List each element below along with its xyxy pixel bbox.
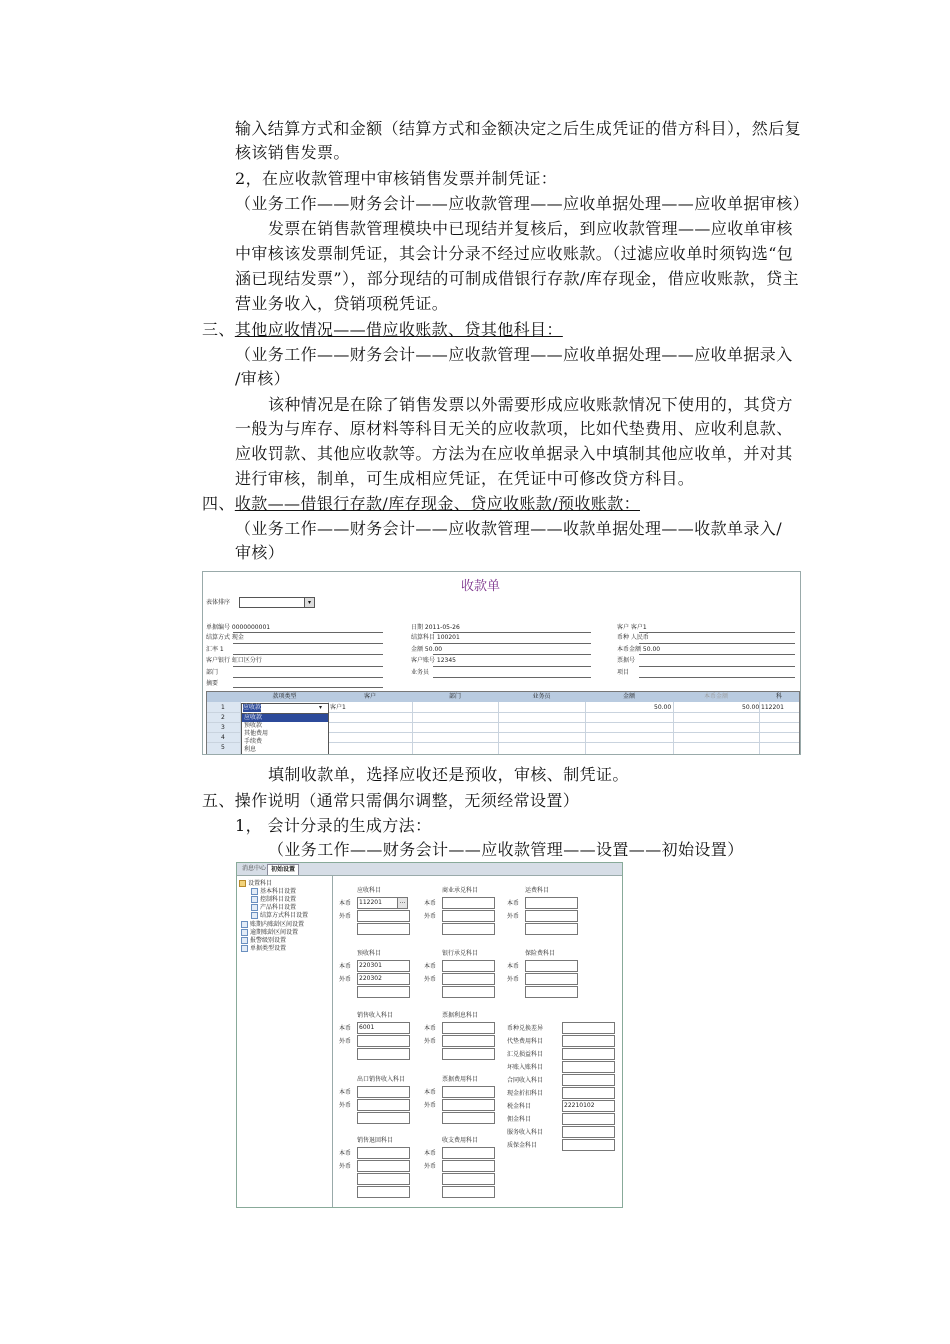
paragraph-line: 应收罚款、其他应收款等。方法为在应收单据录入中填制其他应收单，并对其 (235, 444, 793, 463)
account-input[interactable] (442, 923, 495, 935)
tab-initial-settings[interactable]: 初始设置 (267, 864, 299, 875)
field-label: 本币 (339, 1025, 352, 1032)
folder-icon (239, 880, 246, 887)
step-heading: 2，在应收款管理中审核销售发票并制凭证： (235, 169, 558, 188)
group-title: 出口销售收入科目 (357, 1076, 406, 1083)
group-title: 销售收入科目 (357, 1012, 394, 1019)
group-title: 应收科目 (357, 887, 382, 894)
field-label: 本币 (424, 963, 437, 970)
account-input[interactable] (562, 1139, 615, 1151)
section-heading-5: 五、操作说明（通常只需偶尔调整，无须经常设置） (202, 791, 580, 810)
sort-select[interactable] (239, 597, 315, 608)
document-icon (251, 888, 258, 895)
column-header: 客户 (328, 692, 413, 702)
account-input[interactable] (357, 1147, 410, 1159)
row-number: 5 (221, 744, 225, 751)
receipt-field: 汇率 1 (206, 646, 224, 653)
receipt-field: 本币金额 50.00 (617, 646, 661, 653)
group-title: 运费科目 (525, 887, 550, 894)
paragraph-line: 进行审核，制单，可生成相应凭证，在凭证中可修改贷方科目。 (235, 469, 695, 488)
receipt-field: 票据号 (617, 657, 636, 664)
payment-type-dropdown[interactable] (241, 713, 329, 755)
document-icon (251, 904, 258, 911)
receipt-field: 业务员 (411, 669, 430, 676)
field-label: 外币 (507, 913, 520, 920)
field-label: 本币 (339, 1150, 352, 1157)
tree-item[interactable]: 控制科目设置 (251, 896, 296, 904)
tree-item[interactable]: 产品科目设置 (251, 904, 296, 912)
account-input[interactable] (562, 1022, 615, 1034)
receipt-field: 摘要 (206, 680, 219, 687)
account-input[interactable] (442, 1099, 495, 1111)
cell-amount[interactable]: 50.00 (654, 704, 672, 711)
field-label: 坏账入账科目 (507, 1064, 544, 1071)
cell-local-amount[interactable]: 50.00 (742, 704, 760, 711)
tab-bar (237, 863, 622, 876)
row-header-corner (207, 692, 242, 702)
account-input[interactable] (442, 1186, 495, 1198)
receipt-table (206, 691, 800, 755)
settings-tree (237, 876, 333, 1207)
column-header: 金额 (585, 692, 674, 702)
field-label: 外币 (424, 1038, 437, 1045)
tree-item[interactable]: 逾期账龄区间设置 (241, 929, 298, 937)
group-title: 销售退回科目 (357, 1137, 394, 1144)
cell-account[interactable]: 112201 (761, 704, 784, 711)
group-title: 收支费用科目 (442, 1137, 479, 1144)
field-label: 佣金科目 (507, 1116, 532, 1123)
settings-screenshot (236, 862, 623, 1208)
account-input[interactable] (442, 960, 495, 972)
account-input[interactable] (357, 1035, 410, 1047)
account-input[interactable] (442, 1048, 495, 1060)
receipt-title: 收款单 (461, 579, 501, 594)
row-number: 3 (221, 724, 225, 731)
account-input[interactable] (442, 910, 495, 922)
account-input[interactable] (525, 986, 578, 998)
menu-path: （业务工作——财务会计——应收款管理——收款单据处理——收款单录入/ (235, 519, 782, 538)
combo-value: 应收款 (243, 704, 262, 711)
account-input[interactable] (442, 973, 495, 985)
account-input[interactable] (525, 910, 578, 922)
receipt-field: 日期 2011-05-26 (411, 624, 460, 631)
row-number: 1 (221, 704, 225, 711)
group-title: 商业承兑科目 (442, 887, 479, 894)
account-input[interactable] (442, 1147, 495, 1159)
tree-item[interactable]: 账期内账龄区间设置 (241, 921, 304, 929)
account-input[interactable]: 220302 (357, 973, 410, 985)
receipt-field: 部门 (206, 669, 219, 676)
paragraph-line: 填制收款单，选择应收还是预收，审核、制凭证。 (268, 765, 629, 784)
field-label: 外币 (424, 913, 437, 920)
chevron-down-icon[interactable]: ▾ (304, 598, 314, 607)
tree-item[interactable]: 基本科目设置 (251, 888, 296, 896)
field-label: 外币 (339, 1102, 352, 1109)
field-label: 外币 (424, 1163, 437, 1170)
field-label: 本币 (424, 1150, 437, 1157)
tab-message-center[interactable]: 消息中心 (242, 865, 267, 872)
account-input[interactable] (357, 923, 410, 935)
field-label: 外币 (424, 976, 437, 983)
account-input[interactable] (442, 986, 495, 998)
column-header: 本币金额 (673, 692, 760, 702)
sort-label: 表体排序 (206, 599, 231, 606)
account-input[interactable] (525, 973, 578, 985)
group-title: 票据利息科目 (442, 1012, 479, 1019)
account-input[interactable] (357, 1112, 410, 1124)
field-label: 外币 (339, 1163, 352, 1170)
tree-item[interactable]: 设置科目 (239, 880, 272, 888)
group-title: 票据费用科目 (442, 1076, 479, 1083)
field-label: 本币 (339, 1089, 352, 1096)
dropdown-option[interactable]: 应收款 (242, 714, 328, 722)
account-input[interactable] (357, 1086, 410, 1098)
tree-item[interactable]: 结算方式科目设置 (251, 912, 308, 920)
dropdown-option[interactable]: 其他费用 (244, 730, 269, 737)
menu-path: 审核） (235, 543, 285, 562)
column-header: 科 (759, 692, 799, 702)
dropdown-option[interactable]: 预收款 (244, 722, 263, 729)
field-label: 质保金科目 (507, 1142, 538, 1149)
field-label: 税金科目 (507, 1103, 532, 1110)
account-input[interactable]: 6001 (357, 1022, 410, 1034)
receipt-field: 客户 客户1 (617, 624, 647, 631)
paragraph-line: 一般为与库存、原材料等科目无关的应收款项，比如代垫费用、应收利息款、 (235, 419, 793, 438)
section-heading-3: 三、其他应收情况——借应收账款、贷其他科目： (202, 320, 563, 339)
dropdown-option[interactable]: 利息 (244, 746, 257, 753)
section-heading-4: 四、收款——借银行存款/库存现金、贷应收账款/预收账款： (202, 494, 640, 513)
document-icon (241, 929, 248, 936)
field-label: 本币 (507, 963, 520, 970)
account-input[interactable] (562, 1126, 615, 1138)
field-label: 本币 (424, 900, 437, 907)
account-input[interactable] (442, 1173, 495, 1185)
menu-path: /审核） (235, 369, 290, 388)
account-input[interactable] (442, 1160, 495, 1172)
field-label: 外币 (339, 1038, 352, 1045)
account-input[interactable] (357, 1048, 410, 1060)
document-icon (241, 921, 248, 928)
row-number: 2 (221, 714, 225, 721)
receipt-field: 项目 (617, 669, 630, 676)
tree-item[interactable]: 报警级别设置 (241, 937, 286, 945)
account-input[interactable] (562, 1074, 615, 1086)
account-input[interactable]: 220301 (357, 960, 410, 972)
paragraph-line: 输入结算方式和金额（结算方式和金额决定之后生成凭证的借方科目），然后复 (235, 119, 802, 138)
account-input[interactable] (525, 897, 578, 909)
field-label: 本币 (507, 900, 520, 907)
account-input[interactable]: 112201 (357, 897, 398, 909)
receipt-field: 币种 人民币 (617, 634, 649, 641)
receipt-field: 结算科目 100201 (411, 634, 460, 641)
account-input[interactable] (562, 1048, 615, 1060)
field-label: 现金折扣科目 (507, 1090, 544, 1097)
paragraph-line: 核该销售发票。 (235, 143, 350, 162)
account-input[interactable] (562, 1113, 615, 1125)
paragraph-line: 涵已现结发票”），部分现结的可制成借银行存款/库存现金，借应收账款，贷主 (235, 269, 799, 288)
menu-path: （业务工作——财务会计——应收款管理——应收单据处理——应收单据录入 (235, 345, 793, 364)
account-input[interactable] (562, 1061, 615, 1073)
field-label: 合同收入科目 (507, 1077, 544, 1084)
account-input[interactable] (442, 1022, 495, 1034)
group-title: 银行承兑科目 (442, 950, 479, 957)
field-label: 外币 (507, 976, 520, 983)
menu-path: （业务工作——财务会计——应收款管理——应收单据处理——应收单据审核） (235, 194, 810, 213)
document-icon (251, 912, 258, 919)
account-input[interactable] (442, 1112, 495, 1124)
account-input[interactable] (525, 960, 578, 972)
receipt-field: 单据编号 0000000001 (206, 624, 271, 631)
receipt-field: 金额 50.00 (411, 646, 443, 653)
field-label: 本币 (424, 1025, 437, 1032)
field-label: 汇兑损益科目 (507, 1051, 544, 1058)
paragraph-line: 营业务收入，贷销项税凭证。 (235, 294, 449, 313)
column-header: 部门 (412, 692, 499, 702)
document-icon (241, 937, 248, 944)
account-input[interactable] (442, 897, 495, 909)
account-input[interactable] (562, 1087, 615, 1099)
field-label: 本币 (424, 1089, 437, 1096)
group-title: 保险费科目 (525, 950, 556, 957)
dropdown-option[interactable]: 手续费 (244, 738, 263, 745)
receipt-field: 客户银行 虹口区分行 (206, 657, 262, 664)
document-icon (251, 896, 258, 903)
menu-path: （业务工作——财务会计——应收款管理——设置——初始设置） (268, 840, 744, 859)
account-input[interactable] (442, 1086, 495, 1098)
column-header: 款项类型 (241, 692, 329, 702)
account-input[interactable] (525, 923, 578, 935)
paragraph-line: 该种情况是在除了销售发票以外需要形成应收账款情况下使用的，其贷方 (268, 395, 793, 414)
tree-item[interactable]: 单据类型设置 (241, 945, 286, 953)
receipt-field: 结算方式 现金 (206, 634, 244, 641)
paragraph-line: 发票在销售款管理模块中已现结并复核后，到应收款管理——应收单审核 (268, 219, 793, 238)
group-title: 预收科目 (357, 950, 382, 957)
field-label: 服务收入科目 (507, 1129, 544, 1136)
column-header: 业务员 (498, 692, 586, 702)
field-label: 本币 (339, 963, 352, 970)
document-icon (241, 945, 248, 952)
account-input[interactable]: 22210102 (562, 1100, 615, 1112)
field-label: 外币 (339, 976, 352, 983)
account-input[interactable] (357, 986, 410, 998)
step-heading: 1， 会计分录的生成方法： (235, 816, 432, 835)
chevron-down-icon[interactable]: ▾ (319, 704, 323, 711)
field-label: 本币 (339, 900, 352, 907)
account-input[interactable] (562, 1035, 615, 1047)
browse-button[interactable]: ... (397, 897, 408, 909)
account-input[interactable] (357, 1186, 410, 1198)
cell-customer[interactable]: 客户1 (330, 704, 346, 711)
field-label: 代垫费用科目 (507, 1038, 544, 1045)
account-input[interactable] (357, 1173, 410, 1185)
receipt-field: 客户账号 12345 (411, 657, 456, 664)
account-input[interactable] (357, 910, 410, 922)
account-input[interactable] (442, 1035, 495, 1047)
field-label: 外币 (424, 1102, 437, 1109)
account-input[interactable] (357, 1099, 410, 1111)
receipt-screenshot (202, 571, 801, 755)
row-number: 4 (221, 734, 225, 741)
account-input[interactable] (357, 1160, 410, 1172)
field-label: 外币 (339, 913, 352, 920)
paragraph-line: 中审核该发票制凭证，其会计分录不经过应收账款。（过滤应收单时须钩选“包 (235, 244, 794, 263)
field-label: 币种兑换差异 (507, 1025, 544, 1032)
